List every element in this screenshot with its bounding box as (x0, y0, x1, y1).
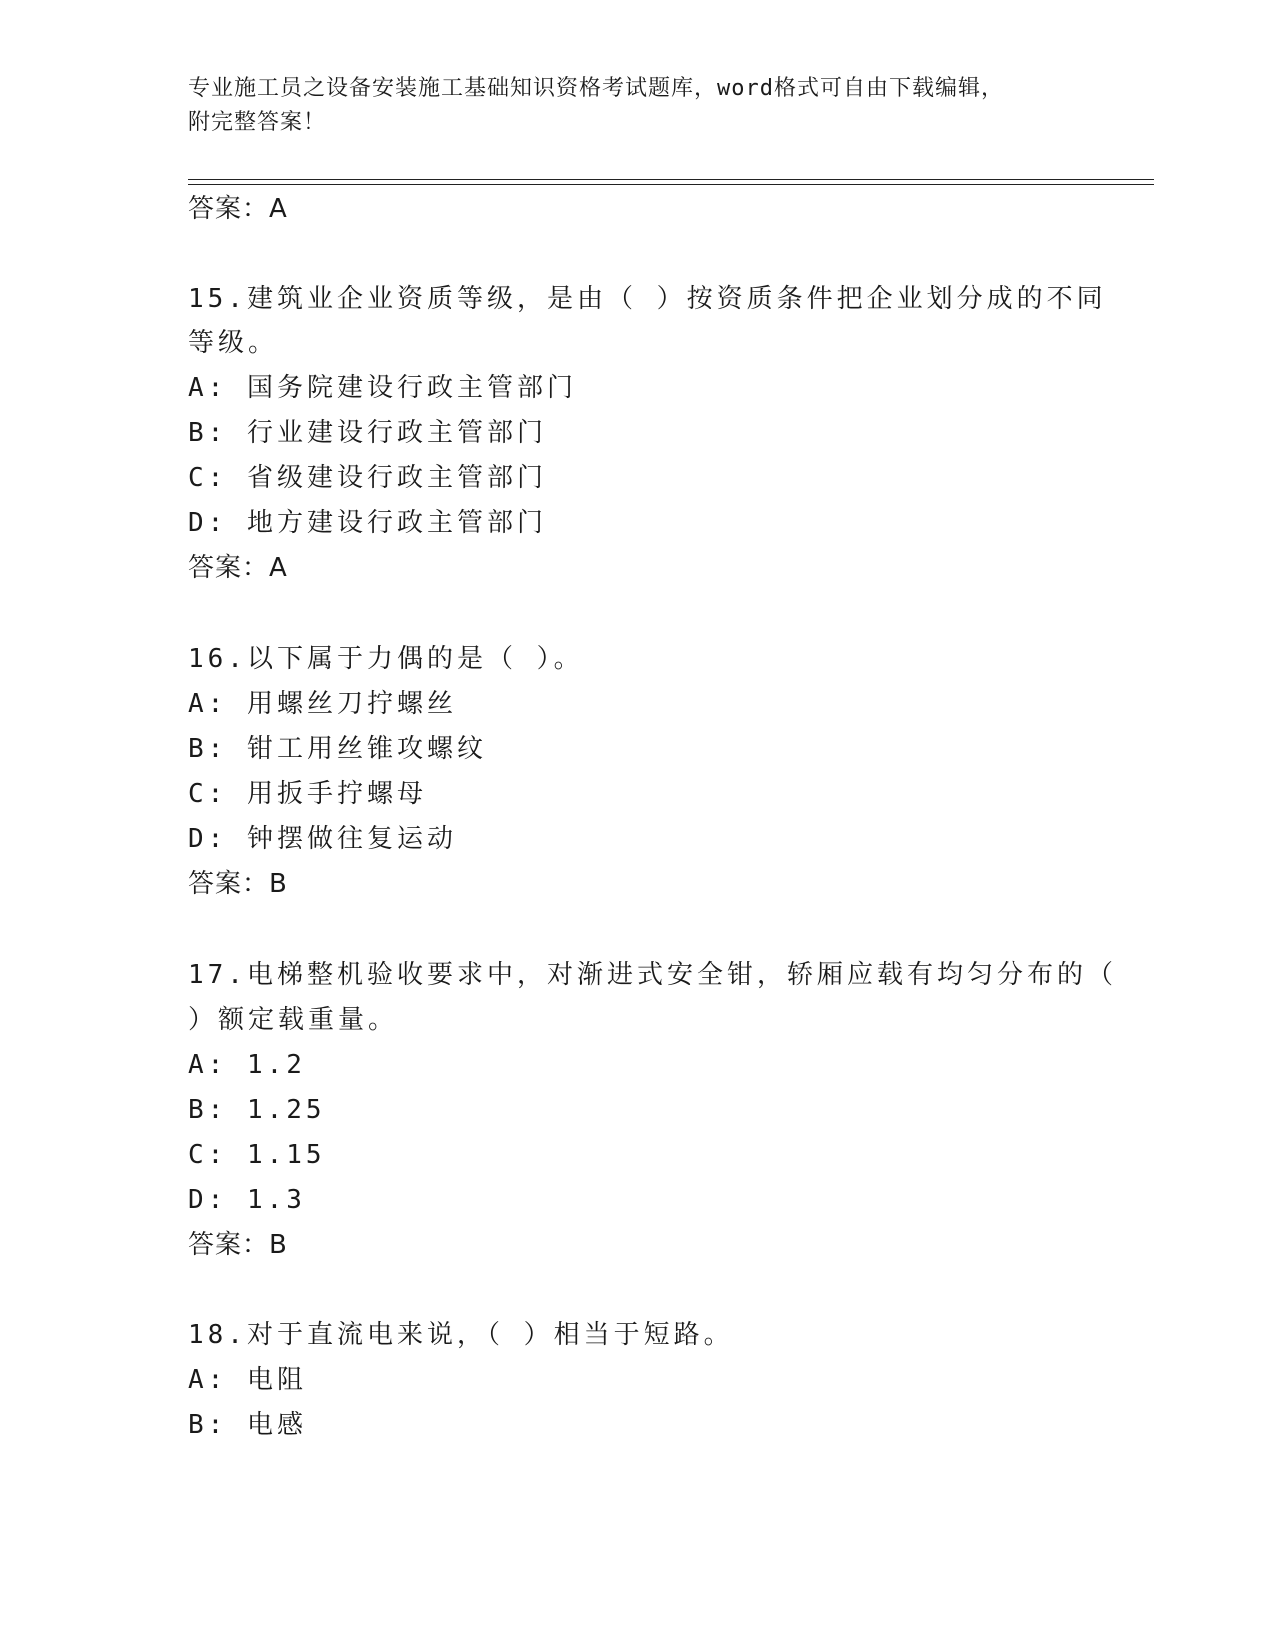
question-17-option-b: B: 1.25 (188, 1095, 326, 1125)
question-17-stem-line-2: ）额定载重量。 (188, 1005, 399, 1035)
question-17-stem-line-1: 17.电梯整机验收要求中，对渐进式安全钳，轿厢应载有均匀分布的（ (188, 960, 1117, 990)
question-18-stem-line-1: 18.对于直流电来说，（ ）相当于短路。 (188, 1320, 734, 1350)
question-16-option-b: B: 钳工用丝锥攻螺纹 (188, 734, 487, 764)
header-line-1: 专业施工员之设备安装施工基础知识资格考试题库，word格式可自由下载编辑， (188, 76, 1004, 101)
question-16-stem-line-1: 16.以下属于力偶的是（ ）。 (188, 644, 584, 674)
question-18-option-a: A: 电阻 (188, 1365, 307, 1395)
header-divider-bottom (188, 184, 1154, 185)
answer-line: 答案：A (188, 194, 288, 224)
document-header (188, 72, 1088, 140)
question-17-option-d: D: 1.3 (188, 1185, 306, 1215)
question-15-answer: 答案：A (188, 553, 288, 583)
header-divider-top (188, 179, 1154, 180)
header-line-2: 附完整答案！ (188, 110, 327, 135)
question-16-option-a: A: 用螺丝刀拧螺丝 (188, 689, 457, 719)
question-18-option-b: B: 电感 (188, 1410, 307, 1440)
question-15-option-a: A: 国务院建设行政主管部门 (188, 373, 577, 403)
question-15-option-b: B: 行业建设行政主管部门 (188, 418, 547, 448)
question-16-option-d: D: 钟摆做往复运动 (188, 824, 457, 854)
question-16-answer: 答案：B (188, 869, 288, 899)
question-15-option-c: C: 省级建设行政主管部门 (188, 463, 547, 493)
question-17-option-a: A: 1.2 (188, 1050, 306, 1080)
question-17-answer: 答案：B (188, 1230, 288, 1260)
question-15-option-d: D: 地方建设行政主管部门 (188, 508, 547, 538)
question-15-stem-line-2: 等级。 (188, 328, 279, 358)
question-15-stem-line-1: 15.建筑业企业资质等级，是由（ ）按资质条件把企业划分成的不同 (188, 284, 1107, 314)
question-16-option-c: C: 用扳手拧螺母 (188, 779, 427, 809)
question-17-option-c: C: 1.15 (188, 1140, 326, 1170)
